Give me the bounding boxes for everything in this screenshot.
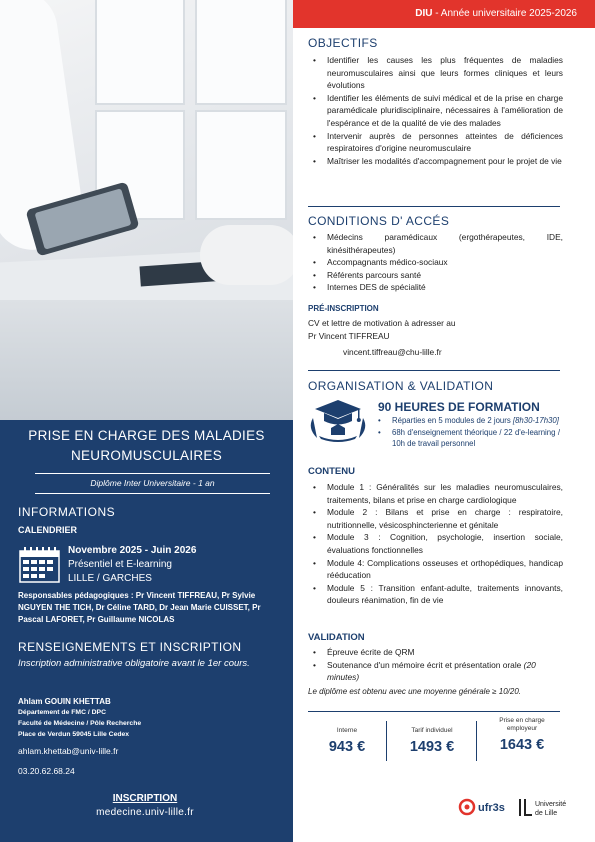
conditions-heading: CONDITIONS D' ACCÉS [308,214,450,228]
inscription-link[interactable]: INSCRIPTION [112,793,178,804]
objectif-item: • Identifier les éléments de suivi médical et de la prise en charge paramédicale pluridisciplinaire, nécessaires à l'amélioration de l'espérance et de la qualité de vie des malades [308,92,563,130]
title-divider [35,473,270,474]
calendar-location: LILLE / GARCHES [68,573,152,584]
calendrier-label: CALENDRIER [18,525,78,535]
course-title-line2: NEUROMUSCULAIRES [70,448,223,463]
preinscription-label: PRÉ-INSCRIPTION [308,304,379,313]
tarif-interne: Interne 943 € [328,727,366,755]
calendar-mode: Présentiel et E-learning [68,559,172,570]
diu-label: DIU [415,8,433,19]
contact-department: Département de FMC / DPC [18,709,106,716]
hours-list [373,415,560,450]
subtitle-divider [35,493,270,494]
contact-phone: 03.20.62.68.24 [18,766,75,776]
graduation-cap-icon [305,396,371,442]
top-banner [293,0,595,28]
renseignements-heading: RENSEIGNEMENTS ET INSCRIPTION [18,640,242,654]
condition-item: • Médecins paramédicaux (ergothérapeutes, IDE, kinésithérapeutes) [308,231,563,256]
formation-hours: 90 HEURES DE FORMATION [378,400,540,414]
contenu-label: CONTENU [308,466,355,477]
condition-item: • Internes DES de spécialité [308,281,563,294]
objectif-item: • Identifier les causes les plus fréquentes de maladies neuromusculaires ainsi que leurs formes cliniques et leurs évolutions [308,54,563,92]
svg-text:Université: Université [535,801,567,808]
objectif-item: • Maîtriser les modalités d'accompagnement pour le projet de vie [308,155,563,168]
inscription-note: Inscription administrative obligatoire avant le 1er cours. [18,658,250,669]
validation-item: • Soutenance d'un mémoire écrit et présentation orale (20 minutes) [308,659,563,684]
tarifs-divider [308,711,560,712]
objectifs-list [308,54,563,167]
validation-label: VALIDATION [308,632,365,643]
informations-heading: INFORMATIONS [18,505,116,519]
course-subtitle: Diplôme Inter Universitaire - 1 an [90,478,215,488]
contact-email-link[interactable]: ahlam.khettab@univ-lille.fr [18,746,119,756]
hours-item: • 68h d'enseignement théorique / 22 d'e-learning / 10h de travail personnel [373,427,560,450]
calendar-icon [19,546,60,583]
module-item: • Module 4: Complications osseuses et orthopédiques, handicap rééducation [308,557,563,582]
course-title-line1: PRISE EN CHARGE DES MALADIES [28,428,265,443]
objectifs-heading: OBJECTIFS [308,36,378,50]
svg-text:ufr3s: ufr3s [478,802,505,814]
calendar-dates: Novembre 2025 - Juin 2026 [68,545,197,556]
module-item: • Module 3 : Cognition, psychologie, insertion sociale, évaluations fonctionnelles [308,531,563,556]
ufr3s-logo [458,796,508,818]
right-panel [293,0,595,842]
tarif-individuel: Tarif individuel 1493 € [409,727,455,755]
tarif-divider [476,721,477,761]
preinscription-text: CV et lettre de motivation à adresser au [308,318,456,328]
left-panel [0,0,293,842]
validation-item: • Épreuve écrite de QRM [308,646,563,659]
preinscription-contact: Pr Vincent TIFFREAU [308,331,390,341]
condition-item: • Accompagnants médico-sociaux [308,256,563,269]
contact-name: Ahlam GOUIN KHETTAB [18,697,111,706]
responsables: Responsables pédagogiques : Pr Vincent TIFFREAU, Pr Sylvie NGUYEN THE TICH, Dr Céline TARD, Dr Jean Marie CUISSET, Pr Pascal LAFORET, Pr Guillaume NICOLAS [18,591,261,624]
contact-faculty: Faculté de Médecine / Pôle Recherche [18,720,142,727]
tarif-divider [386,721,387,761]
condition-item: • Référents parcours santé [308,269,563,282]
section-divider [308,370,560,371]
header-photo [0,0,293,420]
objectif-item: • Intervenir auprès de personnes atteintes de déficiences respiratoires d'origine neuromusculaire [308,130,563,155]
svg-text:de Lille: de Lille [535,810,558,817]
validation-list [308,646,563,684]
module-item: • Module 2 : Bilans et prise en charge : respiratoire, nutritionnelle, vésicosphincterienne et génitale [308,506,563,531]
hours-item: • Réparties en 5 modules de 2 jours [8h30-17h30] [373,415,560,427]
validation-note: Le diplôme est obtenu avec une moyenne générale ≥ 10/20. [308,687,521,696]
academic-year: - Année universitaire 2025-2026 [435,8,577,19]
modules-list [308,481,563,607]
preinscription-email[interactable]: vincent.tiffreau@chu-lille.fr [343,347,442,357]
tarif-employeur: Prise en charge employeur 1643 € [499,717,545,753]
conditions-list [308,231,563,294]
module-item: • Module 1 : Généralités sur les maladies neuromusculaires, traitements, bilans et prise en charge cardiologique [308,481,563,506]
universite-de-lille-logo [518,796,573,820]
inscription-url[interactable]: medecine.univ-lille.fr [96,807,194,818]
section-divider [308,206,560,207]
module-item: • Module 5 : Transition enfant-adulte, traitements innovants, douleurs réanimation, fin de vie [308,582,563,607]
organisation-heading: ORGANISATION & VALIDATION [308,379,494,393]
contact-address: Place de Verdun 59045 Lille Cedex [18,731,130,738]
